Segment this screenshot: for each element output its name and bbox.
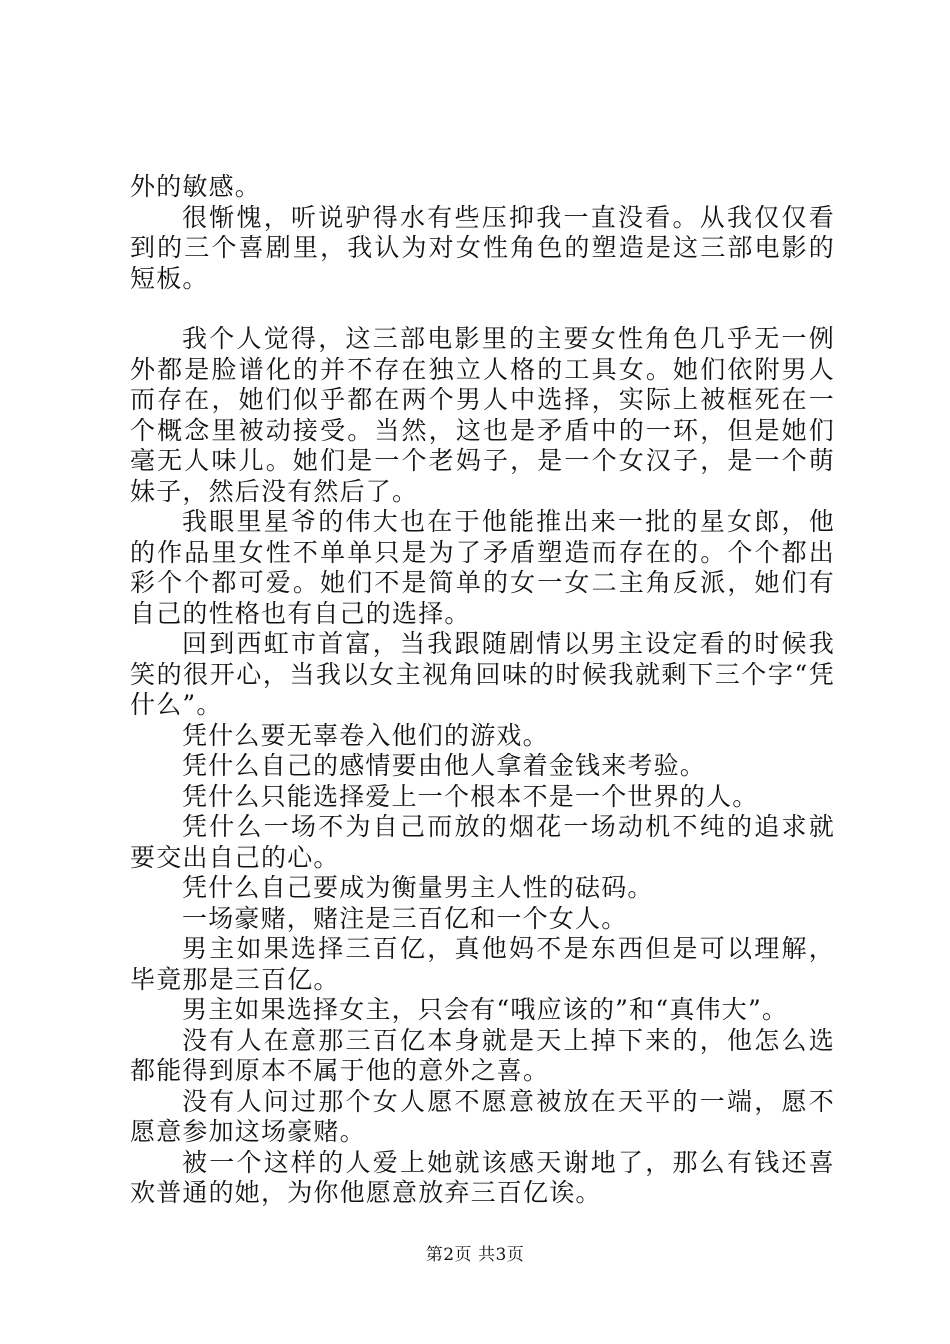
paragraph: 被一个这样的人爱上她就该感天谢地了，那么有钱还喜欢普通的她，为你他愿意放弃三百亿诶。 (130, 1147, 835, 1207)
page-number-label: 第2页 共3页 (425, 1245, 525, 1265)
paragraph: 男主如果选择三百亿，真他妈不是东西但是可以理解，毕竟那是三百亿。 (130, 934, 835, 994)
paragraph: 凭什么自己的感情要由他人拿着金钱来考验。 (182, 751, 707, 780)
document-body (130, 172, 835, 1209)
paragraph: 外的敏感。 (130, 172, 262, 201)
paragraph: 男主如果选择女主，只会有“哦应该的”和“真伟大”。 (182, 995, 789, 1024)
paragraph: 我个人觉得，这三部电影里的主要女性角色几乎无一例外都是脸谱化的并不存在独立人格的工具女。她们依附男人而存在，她们似乎都在两个男人中选择，实际上被框死在一个概念里被动接受。当然，这也是矛盾中的一环，但是她们毫无人味儿。她们是一个老妈子，是一个女汉子，是一个萌妹子，然后没有然后了。 (130, 324, 835, 506)
paragraph: 一场豪赌，赌注是三百亿和一个女人。 (182, 903, 628, 933)
paragraph: 我眼里星爷的伟大也在于他能推出来一批的星女郎，他的作品里女性不单单只是为了矛盾塑造而存在的。个个都出彩个个都可爱。她们不是简单的女一女二主角反派，她们有自己的性格也有自己的选择。 (130, 507, 835, 628)
page-footer (0, 1240, 950, 1265)
paragraph: 凭什么要无辜卷入他们的游戏。 (182, 720, 549, 750)
paragraph: 凭什么自己要成为衡量男主人性的砝码。 (182, 873, 654, 902)
paragraph: 很惭愧，听说驴得水有些压抑我一直没看。从我仅仅看到的三个喜剧里，我认为对女性角色的塑造是这三部电影的短板。 (130, 202, 835, 293)
paragraph: 回到西虹市首富，当我跟随剧情以男主设定看的时候我笑的很开心，当我以女主视角回味的时候我就剩下三个字“凭什么”。 (130, 629, 835, 719)
paragraph: 没有人问过那个女人愿不愿意被放在天平的一端，愿不愿意参加这场豪赌。 (130, 1086, 835, 1146)
paragraph: 没有人在意那三百亿本身就是天上掉下来的，他怎么选都能得到原本不属于他的意外之喜。 (130, 1025, 835, 1085)
paragraph: 凭什么只能选择爱上一个根本不是一个世界的人。 (182, 781, 759, 811)
paragraph: 凭什么一场不为自己而放的烟花一场动机不纯的追求就要交出自己的心。 (130, 812, 835, 872)
